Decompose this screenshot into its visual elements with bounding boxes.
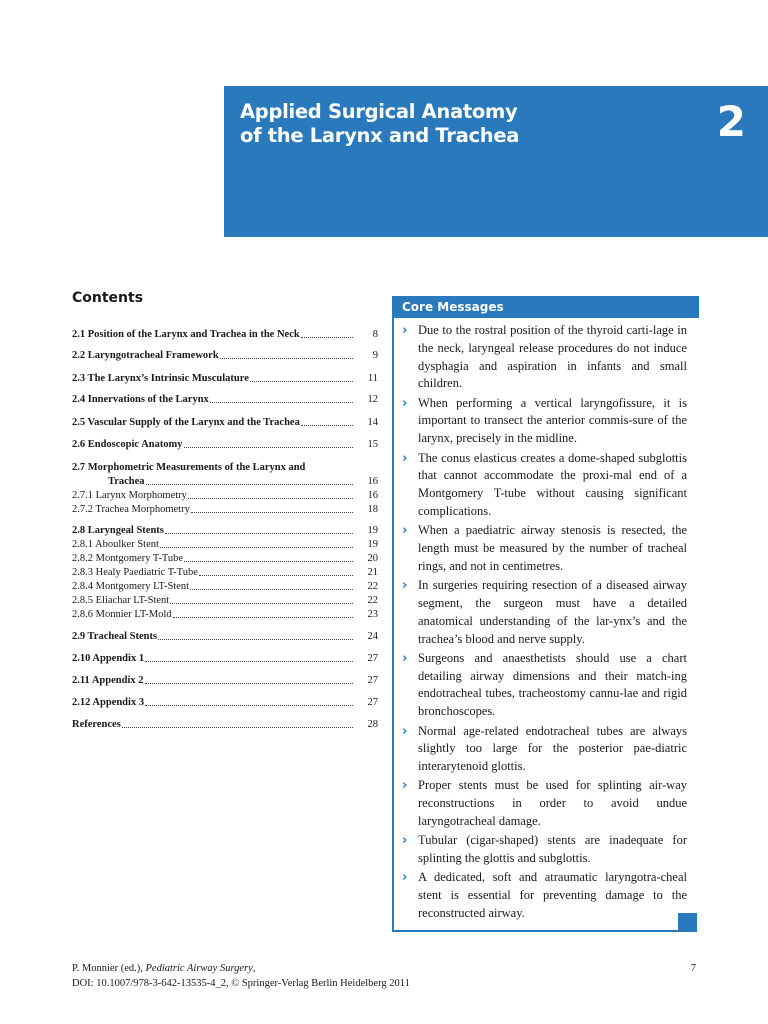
core-message-item	[400, 450, 687, 521]
core-message-text: Due to the rostral position of the thyroid carti-lage in the neck, laryngeal release procedures do not induce dysphagia and aspiration in infants and small children.	[418, 323, 687, 391]
toc-entry-page: 27	[367, 653, 378, 664]
toc-entry-page: 20	[367, 553, 378, 564]
toc-entry	[72, 630, 378, 643]
toc-entry-title: 2.8.5 Eliachar LT-Stent	[72, 595, 170, 606]
toc-entry-page: 22	[367, 595, 378, 606]
toc-entry-title: 2.10 Appendix 1	[72, 653, 145, 664]
toc-leader-dots	[145, 705, 353, 706]
core-message-item	[400, 777, 687, 830]
toc-leader-dots	[184, 561, 353, 562]
chevron-right-icon: ›	[402, 833, 408, 849]
toc-entry-title: 2.1 Position of the Larynx and Trachea in the Neck	[72, 329, 300, 340]
toc-entry	[72, 674, 378, 687]
chevron-right-icon: ›	[402, 523, 408, 539]
chapter-title	[240, 100, 660, 148]
toc-entry-title: 2.2 Laryngotracheal Framework	[72, 350, 219, 361]
citation-book-title: Pediatric Airway Surgery	[145, 963, 253, 974]
toc-entry	[72, 438, 378, 451]
chapter-title-line-2: of the Larynx and Trachea	[240, 124, 520, 147]
core-message-text: A dedicated, soft and atraumatic laryngotra-cheal stent is essential for preventing damage to the reconstructed airway.	[418, 870, 687, 920]
toc-entry	[72, 524, 378, 537]
toc-entry-title: 2.8.4 Montgomery LT-Stent	[72, 581, 190, 592]
toc-entry-page: 15	[367, 439, 378, 450]
core-message-text: Surgeons and anaesthetists should use a chart detailing airway dimensions and their match-ing endotracheal tubes, tracheostomy cannu-lae and rigid bronchoscopes.	[418, 650, 687, 719]
toc-entry-page: 11	[367, 373, 378, 384]
toc-entry-page: 12	[367, 394, 378, 405]
toc-leader-dots	[250, 381, 353, 382]
toc-entry-title: 2.8.1 Aboulker Stent	[72, 539, 159, 550]
toc-entry	[72, 475, 378, 488]
toc-entry-title: 2.12 Appendix 3	[72, 697, 145, 708]
toc-entry-page: 16	[367, 476, 378, 487]
toc-leader-dots	[220, 358, 353, 359]
toc-entry	[72, 416, 378, 429]
toc-entry-title: Trachea	[108, 476, 145, 487]
toc-leader-dots	[145, 683, 354, 684]
core-message-text: Proper stents must be used for splinting air-way reconstructions in order to avoid undue laryngotracheal damage.	[418, 778, 687, 829]
toc-entry-page: 19	[367, 539, 378, 550]
toc-entry-title: 2.4 Innervations of the Larynx	[72, 394, 209, 405]
toc-entry-title: References	[72, 719, 121, 730]
toc-leader-dots	[188, 498, 353, 499]
doi-line: DOI: 10.1007/978-3-642-13535-4_2, © Springer-Verlag Berlin Heidelberg 2011	[72, 978, 410, 989]
chapter-title-line-1: Applied Surgical Anatomy	[240, 100, 518, 123]
toc-leader-dots	[191, 512, 353, 513]
toc-entry	[72, 608, 378, 621]
core-message-item	[400, 577, 687, 648]
toc-entry	[72, 552, 378, 565]
chevron-right-icon: ›	[402, 323, 408, 338]
toc-entry-title: 2.11 Appendix 2	[72, 675, 144, 686]
page-number: 7	[690, 963, 696, 974]
toc-entry-page: 18	[367, 504, 378, 515]
toc-entry-title: 2.3 The Larynx’s Intrinsic Musculature	[72, 373, 249, 384]
toc-entry-title: 2.7.2 Trachea Morphometry	[72, 504, 190, 515]
citation-line	[72, 961, 696, 976]
toc-entry-page: 27	[367, 697, 378, 708]
core-message-item	[400, 869, 687, 922]
core-message-text: When performing a vertical laryngofissure, it is important to transect the anterior commis-sure of the larynx, precisely in the midline.	[418, 395, 687, 446]
contents-heading: Contents	[72, 290, 144, 306]
toc-entry-title: 2.8.3 Healy Paediatric T-Tube	[72, 567, 198, 578]
core-messages-header	[392, 296, 699, 318]
toc-entry	[72, 349, 378, 362]
toc-entry-page: 24	[367, 631, 378, 642]
toc-leader-dots	[165, 533, 353, 534]
toc-leader-dots	[146, 484, 353, 485]
toc-entry-title: 2.9 Tracheal Stents	[72, 631, 158, 642]
toc-entry	[72, 594, 378, 607]
toc-entry-page: 8	[372, 329, 378, 340]
toc-entry-title: 2.7 Morphometric Measurements of the Larynx and	[72, 462, 306, 473]
chevron-right-icon: ›	[402, 650, 408, 666]
core-message-item	[400, 650, 687, 721]
core-message-text: Tubular (cigar-shaped) stents are inadequate for splinting the glottis and subglottis.	[418, 833, 687, 866]
toc-leader-dots	[158, 639, 353, 640]
toc-leader-dots	[199, 575, 353, 576]
toc-leader-dots	[160, 547, 353, 548]
toc-entry	[72, 489, 378, 502]
toc-entry	[72, 652, 378, 665]
toc-entry	[72, 538, 378, 551]
toc-entry-page: 22	[367, 581, 378, 592]
chevron-right-icon: ›	[402, 578, 408, 594]
toc-entry-title: 2.5 Vascular Supply of the Larynx and the Trachea	[72, 417, 300, 428]
chevron-right-icon: ›	[402, 870, 408, 886]
toc-entry-title: 2.7.1 Larynx Morphometry	[72, 490, 187, 501]
chevron-right-icon: ›	[402, 450, 408, 466]
box-corner-marker	[678, 913, 697, 931]
core-message-text: In surgeries requiring resection of a diseased airway segment, the surgeon must have a detailed anatomical understanding of the lar-ynx’s and the trachea’s blood and nerve supply.	[418, 578, 687, 646]
chevron-right-icon: ›	[402, 723, 408, 739]
core-messages-box	[392, 296, 697, 932]
toc-leader-dots	[170, 603, 353, 604]
citation-editor: P. Monnier (ed.),	[72, 963, 146, 974]
core-message-item	[400, 322, 687, 393]
core-message-text: The conus elasticus creates a dome-shaped subglottis that cannot accommodate the proxi-mal end of a Montgomery T-tube without causing significant complications.	[418, 450, 687, 518]
core-message-text: When a paediatric airway stenosis is resected, the length must be measured by the number of tracheal rings, and not in centimetres.	[418, 523, 687, 573]
chevron-right-icon: ›	[402, 395, 408, 411]
core-message-text: Normal age-related endotracheal tubes are always slightly too large for the posterior pae-diatric interarytenoid glottis.	[418, 723, 687, 774]
citation-suffix: ,	[252, 963, 256, 974]
core-message-item	[400, 723, 687, 776]
toc-leader-dots	[173, 617, 353, 618]
core-messages-list	[400, 322, 687, 924]
toc-entry	[72, 566, 378, 579]
core-messages-heading: Core Messages	[402, 300, 504, 314]
toc-entry	[72, 580, 378, 593]
chapter-header-band	[224, 86, 768, 237]
toc-entry-page: 23	[367, 609, 378, 620]
toc-entry	[72, 718, 378, 731]
toc-entry	[72, 393, 378, 406]
toc-entry	[72, 503, 378, 516]
toc-leader-dots	[210, 402, 353, 403]
toc-entry	[72, 372, 378, 385]
toc-entry-page: 28	[367, 719, 378, 730]
toc-entry-title: 2.6 Endoscopic Anatomy	[72, 439, 183, 450]
toc-leader-dots	[122, 727, 353, 728]
toc-entry-title: 2.8.6 Monnier LT-Mold	[72, 609, 172, 620]
toc-leader-dots	[145, 661, 353, 662]
page-footer	[72, 961, 696, 991]
toc-entry-page: 9	[372, 350, 378, 361]
toc-entry-title: 2.8 Laryngeal Stents	[72, 525, 164, 536]
chapter-number: 2	[716, 97, 746, 146]
toc-leader-dots	[301, 337, 353, 338]
toc-leader-dots	[184, 447, 353, 448]
toc-entry-page: 19	[367, 525, 378, 536]
toc-entry-title: 2.8.2 Montgomery T-Tube	[72, 553, 184, 564]
toc-entry-page: 27	[367, 675, 378, 686]
toc-leader-dots	[190, 589, 353, 590]
core-message-item	[400, 832, 687, 868]
core-message-item	[400, 522, 687, 575]
chevron-right-icon: ›	[402, 778, 408, 794]
toc-entry-page: 21	[367, 567, 378, 578]
toc-entry	[72, 696, 378, 709]
toc-leader-dots	[301, 425, 353, 426]
core-message-item	[400, 395, 687, 448]
toc-entry-page: 16	[367, 490, 378, 501]
toc-entry	[72, 461, 378, 474]
toc-entry-page: 14	[367, 417, 378, 428]
toc-entry	[72, 328, 378, 341]
